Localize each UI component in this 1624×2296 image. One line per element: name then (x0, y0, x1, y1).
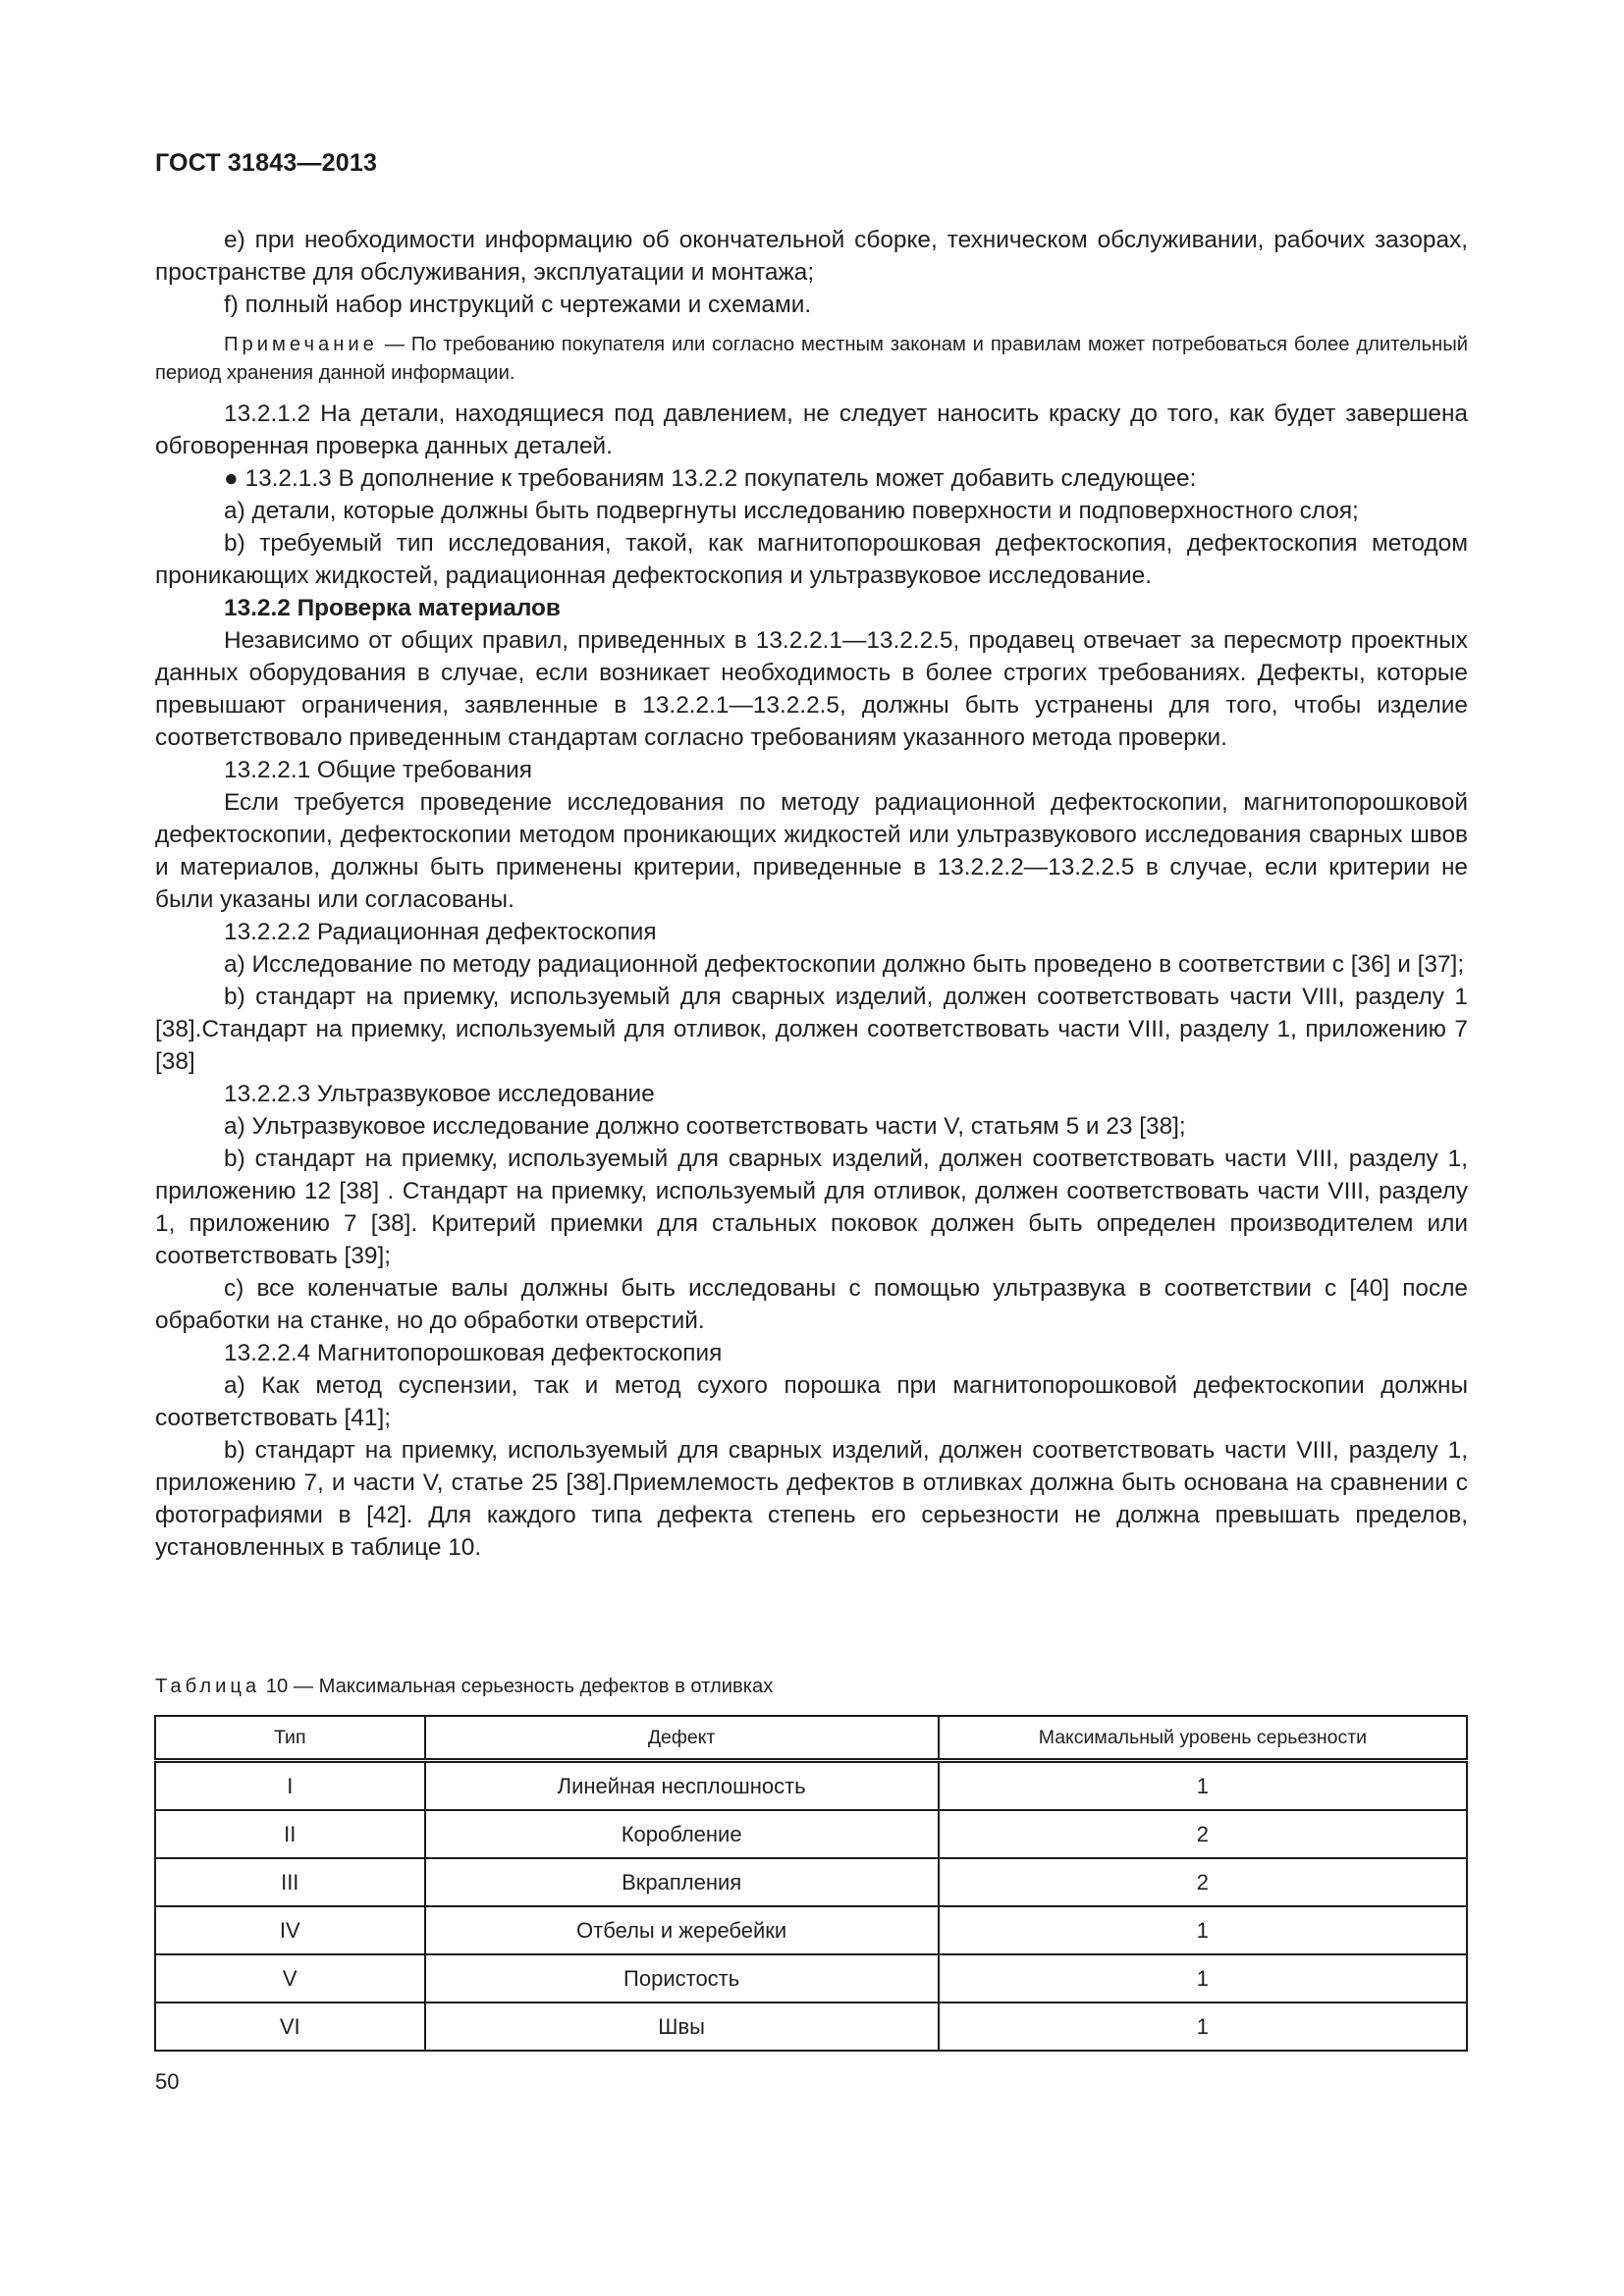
table-row (155, 1810, 1467, 1858)
cell-type: VI (155, 2002, 425, 2051)
cell-defect: Линейная несплошность (425, 1761, 939, 1811)
table-header-row (155, 1716, 1467, 1761)
cell-defect: Швы (425, 2002, 939, 2051)
column-header-defect: Дефект (425, 1716, 939, 1761)
subsection-heading-13-2-2-1: 13.2.2.1 Общие требования (224, 757, 533, 783)
document-body (155, 224, 1468, 1564)
note-text: — По требованию покупателя или согласно местным законам и правилам может потребоваться более длительный период хранения данной информации. (155, 334, 1468, 384)
note-label: Примечание (224, 334, 378, 355)
cell-defect: Пористость (425, 1954, 939, 2002)
paragraph-13-2-2-2-a: a) Исследование по методу радиационной дефектоскопии должно быть проведено в соответствии с [36] и [37]; (224, 951, 1465, 978)
cell-type: III (155, 1858, 425, 1906)
cell-severity: 1 (939, 1906, 1467, 1954)
paragraph-13-2-2-1: Если требуется проведение исследования по методу радиационной дефектоскопии, магнитопорошковой дефектоскопии, дефектоскопии методом проникающих жидкостей или ультразвукового исследования сварных швов и материалов, должны быть применены критерии, приведенные в 13.2.2.2—13.2.2.5 в случае, если критерии не были указаны или согласованы. (155, 789, 1468, 913)
subsection-heading-13-2-2-4: 13.2.2.4 Магнитопорошковая дефектоскопия (224, 1340, 723, 1366)
cell-defect: Отбелы и жеребейки (425, 1906, 939, 1954)
paragraph-13-2-2-2-b: b) стандарт на приемку, используемый для сварных изделий, должен соответствовать части VIII, разделу 1 [38].Стандарт на приемку, используемый для отливок, должен соответствовать части VIII, разделу 1, приложению 7 [38] (155, 984, 1468, 1075)
cell-type: I (155, 1761, 425, 1811)
paragraph-13-2-2-4-b: b) стандарт на приемку, используемый для сварных изделий, должен соответствовать части VIII, разделу 1, приложению 7, и части V, статье 25 [38].Приемлемость дефектов в отливках должна быть основана на сравнении с фотографиями в [42]. Для каждого типа дефекта степень его серьезности не должна превышать пределов, установленных в таблице 10. (155, 1437, 1468, 1561)
table-caption-text: 10 — Максимальная серьезность дефектов в отливках (260, 1676, 774, 1697)
cell-type: II (155, 1810, 425, 1858)
table-row (155, 1906, 1467, 1954)
paragraph-13-2-2-3-a: a) Ультразвуковое исследование должно соответствовать части V, статьям 5 и 23 [38]; (224, 1113, 1186, 1140)
defects-table (154, 1715, 1468, 2052)
subsection-heading-13-2-2-3: 13.2.2.3 Ультразвуковое исследование (224, 1081, 655, 1107)
cell-severity: 1 (939, 2002, 1467, 2051)
subsection-heading-13-2-2-2: 13.2.2.2 Радиационная дефектоскопия (224, 919, 657, 945)
cell-severity: 2 (939, 1810, 1467, 1858)
cell-severity: 2 (939, 1858, 1467, 1906)
section-heading-13-2-2: 13.2.2 Проверка материалов (224, 595, 561, 621)
page-number: 50 (155, 2069, 180, 2094)
paragraph-13-2-2: Независимо от общих правил, приведенных в 13.2.2.1—13.2.2.5, продавец отвечает за пересмотр проектных данных оборудования в случае, если возникает необходимость в более строгих требованиях. Дефекты, которые превышают ограничения, заявленные в 13.2.2.1—13.2.2.5, должны быть устранены для того, чтобы изделие соответствовало приведенным стандартам согласно требованиям указанного метода проверки. (155, 627, 1468, 751)
cell-defect: Вкрапления (425, 1858, 939, 1906)
paragraph-item-f: f) полный набор инструкций с чертежами и схемами. (224, 292, 812, 318)
table-row (155, 1954, 1467, 2002)
column-header-type: Тип (155, 1716, 425, 1761)
table-caption (155, 1673, 773, 1700)
table-row (155, 2002, 1467, 2051)
table-row (155, 1761, 1467, 1811)
paragraph-13-2-1-2: 13.2.1.2 На детали, находящиеся под давлением, не следует наносить краску до того, как будет завершена обговоренная проверка данных деталей. (155, 400, 1468, 459)
paragraph-13-2-2-4-a: a) Как метод суспензии, так и метод сухого порошка при магнитопорошковой дефектоскопии должны соответствовать [41]; (155, 1372, 1468, 1431)
table-caption-label: Таблица (155, 1676, 261, 1697)
paragraph-13-2-2-3-b: b) стандарт на приемку, используемый для сварных изделий, должен соответствовать части VIII, разделу 1, приложению 12 [38] . Стандарт на приемку, используемый для отливок, должен соответствовать части VIII, разделу 1, приложению 7 [38]. Критерий приемки для стальных поковок должен быть определен производителем или соответствовать [39]; (155, 1146, 1468, 1269)
cell-type: V (155, 1954, 425, 2002)
paragraph-13-2-1-3-b: b) требуемый тип исследования, такой, как магнитопорошковая дефектоскопия, дефектоскопия методом проникающих жидкостей, радиационная дефектоскопия и ультразвуковое исследование. (155, 530, 1468, 589)
table-row (155, 1858, 1467, 1906)
paragraph-item-e: e) при необходимости информацию об окончательной сборке, техническом обслуживании, рабочих зазорах, пространстве для обслуживания, эксплуатации и монтажа; (155, 227, 1468, 286)
cell-severity: 1 (939, 1954, 1467, 2002)
paragraph-13-2-2-3-c: c) все коленчатые валы должны быть исследованы с помощью ультразвука в соответствии с [40] после обработки на станке, но до обработки отверстий. (155, 1275, 1468, 1334)
column-header-max-severity: Максимальный уровень серьезности (939, 1716, 1467, 1761)
paragraph-13-2-1-3-a: a) детали, которые должны быть подвергнуты исследованию поверхности и подповерхностного слоя; (224, 498, 1359, 524)
note (155, 331, 1468, 388)
cell-severity: 1 (939, 1761, 1467, 1811)
cell-defect: Коробление (425, 1810, 939, 1858)
paragraph-13-2-1-3: ● 13.2.1.3 В дополнение к требованиям 13.2.2 покупатель может добавить следующее: (224, 465, 1197, 492)
document-header-title: ГОСТ 31843—2013 (155, 149, 378, 177)
cell-type: IV (155, 1906, 425, 1954)
